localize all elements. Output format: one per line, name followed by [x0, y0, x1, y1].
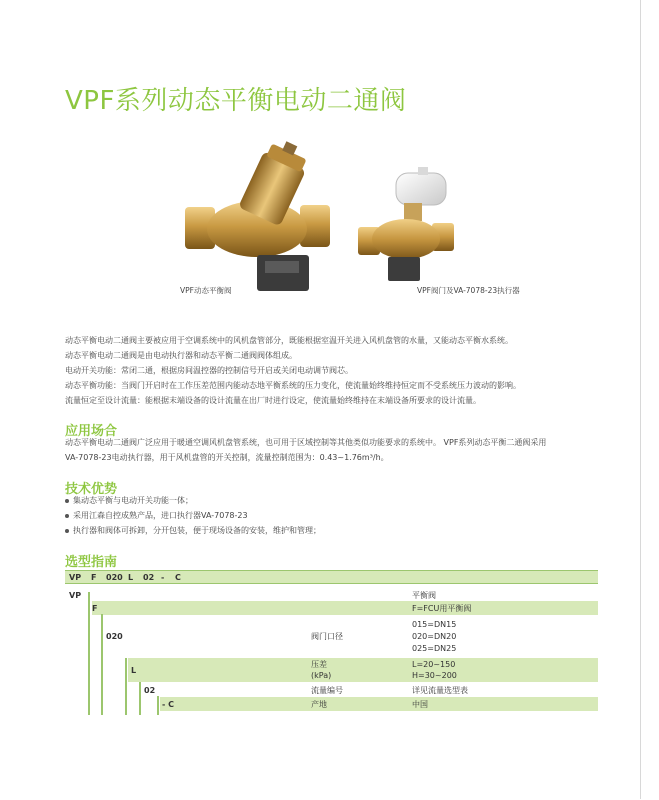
- code-part: 02: [143, 573, 155, 582]
- vp-description: 平衡阀: [412, 591, 436, 600]
- origin-description: 中国: [412, 700, 428, 709]
- selection-table: [65, 570, 598, 715]
- list-item: [65, 508, 321, 523]
- vp-code: VP: [69, 591, 82, 600]
- intro-line: 流量恒定至设计流量：能根据末端设备的设计流量在出厂时进行设定，使流量始终维持在末端设备所要求的设计流量。: [65, 396, 481, 405]
- tree-line: [101, 614, 103, 715]
- origin-code: - C: [162, 700, 174, 709]
- intro-line: 动态平衡电动二通阀是由电动执行器和动态平衡二通阀阀体组成。: [65, 351, 297, 360]
- origin-label: 产地: [311, 700, 327, 709]
- code-part: F: [91, 573, 97, 582]
- code-part: -: [161, 573, 165, 582]
- left-image-caption: VPF动态平衡阀: [180, 286, 232, 295]
- list-item-text: 执行器和阀体可拆卸，分开包装，便于现场设备的安装，维护和管理；: [73, 526, 321, 535]
- flow-label: 流量编号: [311, 686, 343, 695]
- vpf-valve-image: [185, 137, 330, 297]
- code-part: 020: [106, 573, 123, 582]
- size-code: 020: [106, 632, 123, 641]
- bullet-icon: [65, 529, 69, 533]
- tree-line: [88, 592, 90, 715]
- advantages-heading: 技术优势: [65, 482, 118, 497]
- advantages-list: [65, 493, 321, 538]
- intro-text: [65, 333, 521, 408]
- row-band-origin: [160, 697, 598, 711]
- intro-line: 动态平衡电动二通阀主要被应用于空调系统中的风机盘管部分，既能根据室温开关进入风机盘管的水量，又能动态平衡水系统。: [65, 336, 513, 345]
- tree-line: [157, 696, 159, 715]
- size-option: 025=DN25: [412, 644, 457, 653]
- size-option: 020=DN20: [412, 632, 457, 641]
- list-item-text: 集动态平衡与电动开关功能一体；: [73, 496, 193, 505]
- model-code-bar: [65, 570, 598, 584]
- selection-heading: 选型指南: [65, 555, 118, 570]
- l-option: H=30~200: [412, 671, 457, 680]
- row-band-f: [92, 601, 598, 615]
- bullet-icon: [65, 499, 69, 503]
- l-label: 压差: [311, 660, 327, 669]
- application-line: 动态平衡电动二通阀广泛应用于暖通空调风机盘管系统，也可用于区域控制等其他类似功能要求的系统中。 VPF系列动态平衡二通阀采用: [65, 438, 547, 447]
- list-item: [65, 523, 321, 538]
- list-item-text: 采用江森自控成熟产品，进口执行器VA-7078-23: [73, 511, 248, 520]
- code-part: VP: [69, 573, 82, 582]
- right-image-caption: VPF阀门及VA-7078-23执行器: [417, 286, 520, 295]
- f-code: F: [92, 604, 98, 613]
- tree-line: [139, 682, 141, 715]
- tree-line: [125, 658, 127, 715]
- application-line: VA-7078-23电动执行器，用于风机盘管的开关控制，流量控制范围为：0.43~1.76m³/h。: [65, 453, 389, 462]
- f-description: F=FCU用平衡阀: [412, 604, 472, 613]
- l-code: L: [131, 666, 137, 675]
- code-part: L: [128, 573, 134, 582]
- size-label: 阀门口径: [311, 632, 343, 641]
- list-item: [65, 493, 321, 508]
- page-title: VPF系列动态平衡电动二通阀: [65, 86, 407, 116]
- flow-description: 详见流量选型表: [412, 686, 468, 695]
- row-band-l: [128, 658, 598, 682]
- bullet-icon: [65, 514, 69, 518]
- intro-line: 电动开关功能：常闭二通，根据房间温控器的控制信号开启或关闭电动调节阀芯。: [65, 366, 353, 375]
- application-heading: 应用场合: [65, 424, 118, 439]
- l-label-unit: (kPa): [311, 671, 332, 680]
- intro-line: 动态平衡功能：当阀门开启时在工作压差范围内能动态地平衡系统的压力变化，使流量始终维持恒定而不受系统压力波动的影响。: [65, 381, 521, 390]
- application-text: [65, 435, 605, 465]
- size-option: 015=DN15: [412, 620, 457, 629]
- l-option: L=20~150: [412, 660, 456, 669]
- flow-code: 02: [144, 686, 156, 695]
- code-part: C: [175, 573, 181, 582]
- vpf-valve-actuator-image: [358, 165, 458, 290]
